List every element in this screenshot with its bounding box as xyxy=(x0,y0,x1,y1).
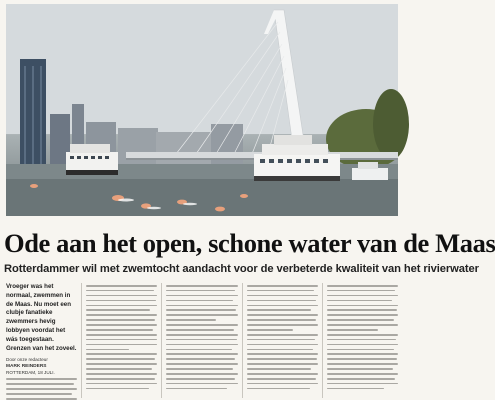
column-rule xyxy=(161,283,162,398)
column-4 xyxy=(247,283,318,398)
column-rule xyxy=(81,283,82,398)
photo-illustration xyxy=(6,4,398,216)
article-intro: Vroeger was het normaal, zwemmen in de Maas. Nu moet een clubje fanatieke zwemmers hevig lobbyen voordat het wás toegestaan. Grenzen van het zoveel. xyxy=(6,283,77,352)
byline-label: Door onze redacteur xyxy=(6,357,48,363)
article-subhead: Rotterdammer wil met zwemtocht aandacht voor de verbeterde kwaliteit van het rivierwater xyxy=(4,263,479,275)
column-2 xyxy=(86,283,157,398)
photo-caption xyxy=(6,217,398,225)
article-photo xyxy=(6,4,398,216)
column-1 xyxy=(6,283,77,398)
byline xyxy=(6,357,77,376)
column-5 xyxy=(327,283,398,398)
column-3 xyxy=(166,283,237,398)
column-rule xyxy=(242,283,243,398)
body-text-lines xyxy=(166,285,237,389)
column-rule xyxy=(322,283,323,398)
article-body xyxy=(6,283,398,398)
body-text-lines xyxy=(327,285,398,389)
body-text-lines xyxy=(6,378,77,399)
dateline: ROTTERDAM, 18 JULI. xyxy=(6,370,55,376)
body-text-lines xyxy=(247,285,318,389)
byline-name: MARK REINDERS xyxy=(6,364,47,370)
body-text-lines xyxy=(86,285,157,389)
article-headline: Ode aan het open, schone water van de Maas xyxy=(4,228,495,258)
